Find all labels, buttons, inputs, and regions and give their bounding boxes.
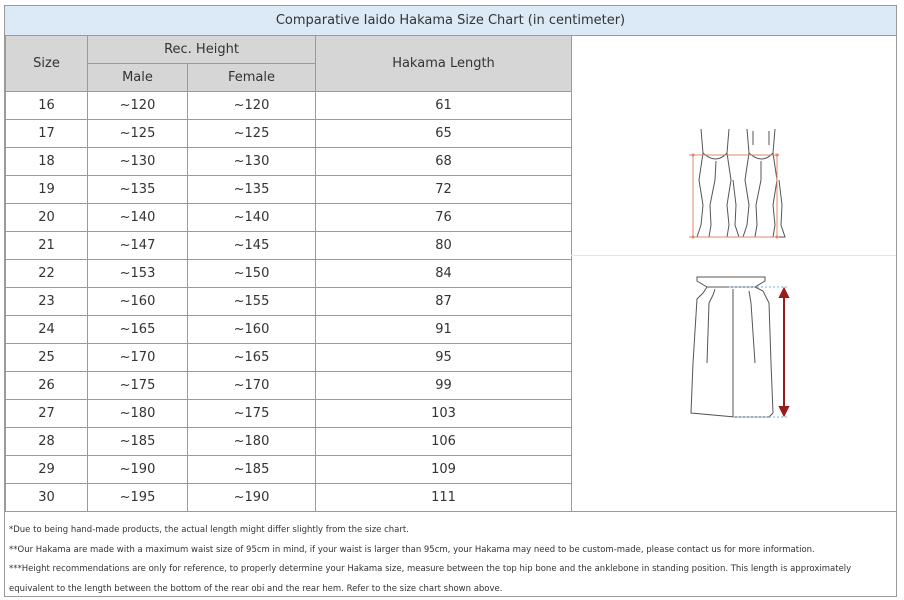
cell-male: ~180 — [88, 400, 188, 428]
table-row — [6, 344, 572, 372]
cell-male: ~175 — [88, 372, 188, 400]
cell-size: 21 — [6, 232, 88, 260]
cell-size: 19 — [6, 176, 88, 204]
illustration-divider — [571, 255, 896, 256]
cell-hakama-length: 68 — [316, 148, 572, 176]
table-row — [6, 288, 572, 316]
header-male: Male — [88, 64, 188, 92]
cell-male: ~195 — [88, 484, 188, 512]
cell-hakama-length: 99 — [316, 372, 572, 400]
cell-size: 27 — [6, 400, 88, 428]
notes-section — [5, 511, 896, 596]
cell-female: ~185 — [188, 456, 316, 484]
table-row — [6, 372, 572, 400]
cell-size: 30 — [6, 484, 88, 512]
note-2: **Our Hakama are made with a maximum waist size of 95cm in mind, if your waist is larger than 95cm, your Hakama may need to be custom-made, please contact us for more information. — [9, 544, 815, 555]
cell-male: ~170 — [88, 344, 188, 372]
table-row — [6, 428, 572, 456]
table-row — [6, 232, 572, 260]
cell-female: ~150 — [188, 260, 316, 288]
table-row — [6, 316, 572, 344]
cell-hakama-length: 91 — [316, 316, 572, 344]
cell-size: 20 — [6, 204, 88, 232]
table-row — [6, 400, 572, 428]
cell-male: ~153 — [88, 260, 188, 288]
cell-male: ~125 — [88, 120, 188, 148]
cell-size: 22 — [6, 260, 88, 288]
cell-female: ~175 — [188, 400, 316, 428]
cell-male: ~135 — [88, 176, 188, 204]
cell-female: ~160 — [188, 316, 316, 344]
cell-female: ~165 — [188, 344, 316, 372]
table-row — [6, 120, 572, 148]
cell-female: ~140 — [188, 204, 316, 232]
table-row — [6, 176, 572, 204]
cell-female: ~145 — [188, 232, 316, 260]
header-hakama-length: Hakama Length — [316, 36, 572, 92]
hakama-measurement-illustration — [689, 273, 794, 425]
cell-size: 29 — [6, 456, 88, 484]
table-row — [6, 260, 572, 288]
cell-hakama-length: 109 — [316, 456, 572, 484]
cell-female: ~190 — [188, 484, 316, 512]
cell-hakama-length: 111 — [316, 484, 572, 512]
header-rec-height: Rec. Height — [88, 36, 316, 64]
cell-hakama-length: 80 — [316, 232, 572, 260]
cell-female: ~155 — [188, 288, 316, 316]
cell-female: ~120 — [188, 92, 316, 120]
cell-size: 18 — [6, 148, 88, 176]
cell-size: 23 — [6, 288, 88, 316]
cell-female: ~180 — [188, 428, 316, 456]
table-row — [6, 148, 572, 176]
table-row — [6, 92, 572, 120]
table-row — [6, 204, 572, 232]
cell-hakama-length: 106 — [316, 428, 572, 456]
size-chart — [4, 5, 897, 597]
illustrations-panel — [571, 35, 896, 511]
cell-female: ~125 — [188, 120, 316, 148]
table-row — [6, 484, 572, 512]
cell-hakama-length: 76 — [316, 204, 572, 232]
cell-hakama-length: 61 — [316, 92, 572, 120]
cell-size: 24 — [6, 316, 88, 344]
cell-hakama-length: 72 — [316, 176, 572, 204]
legs-measurement-illustration — [683, 125, 793, 245]
cell-male: ~120 — [88, 92, 188, 120]
cell-size: 25 — [6, 344, 88, 372]
size-table — [5, 35, 572, 512]
cell-size: 26 — [6, 372, 88, 400]
cell-male: ~140 — [88, 204, 188, 232]
cell-female: ~170 — [188, 372, 316, 400]
cell-hakama-length: 87 — [316, 288, 572, 316]
cell-male: ~147 — [88, 232, 188, 260]
cell-hakama-length: 103 — [316, 400, 572, 428]
cell-hakama-length: 95 — [316, 344, 572, 372]
note-1: *Due to being hand-made products, the actual length might differ slightly from the size chart. — [9, 525, 409, 535]
table-row — [6, 456, 572, 484]
cell-male: ~185 — [88, 428, 188, 456]
cell-female: ~130 — [188, 148, 316, 176]
chart-title: Comparative Iaido Hakama Size Chart (in centimeter) — [5, 6, 896, 36]
cell-hakama-length: 84 — [316, 260, 572, 288]
note-3: ***Height recommendations are only for reference, to properly determine your Hakama size, measure between the top hip bone and the anklebone in standing position. This length is approximately equivalent to the length between the bottom of the rear obi and the rear hem. Refer to the size chart shown above. — [9, 564, 852, 594]
cell-size: 28 — [6, 428, 88, 456]
cell-size: 16 — [6, 92, 88, 120]
cell-male: ~160 — [88, 288, 188, 316]
cell-male: ~130 — [88, 148, 188, 176]
cell-male: ~165 — [88, 316, 188, 344]
table-body — [6, 92, 572, 512]
cell-hakama-length: 65 — [316, 120, 572, 148]
header-female: Female — [188, 64, 316, 92]
cell-female: ~135 — [188, 176, 316, 204]
header-size: Size — [6, 36, 88, 92]
cell-size: 17 — [6, 120, 88, 148]
cell-male: ~190 — [88, 456, 188, 484]
